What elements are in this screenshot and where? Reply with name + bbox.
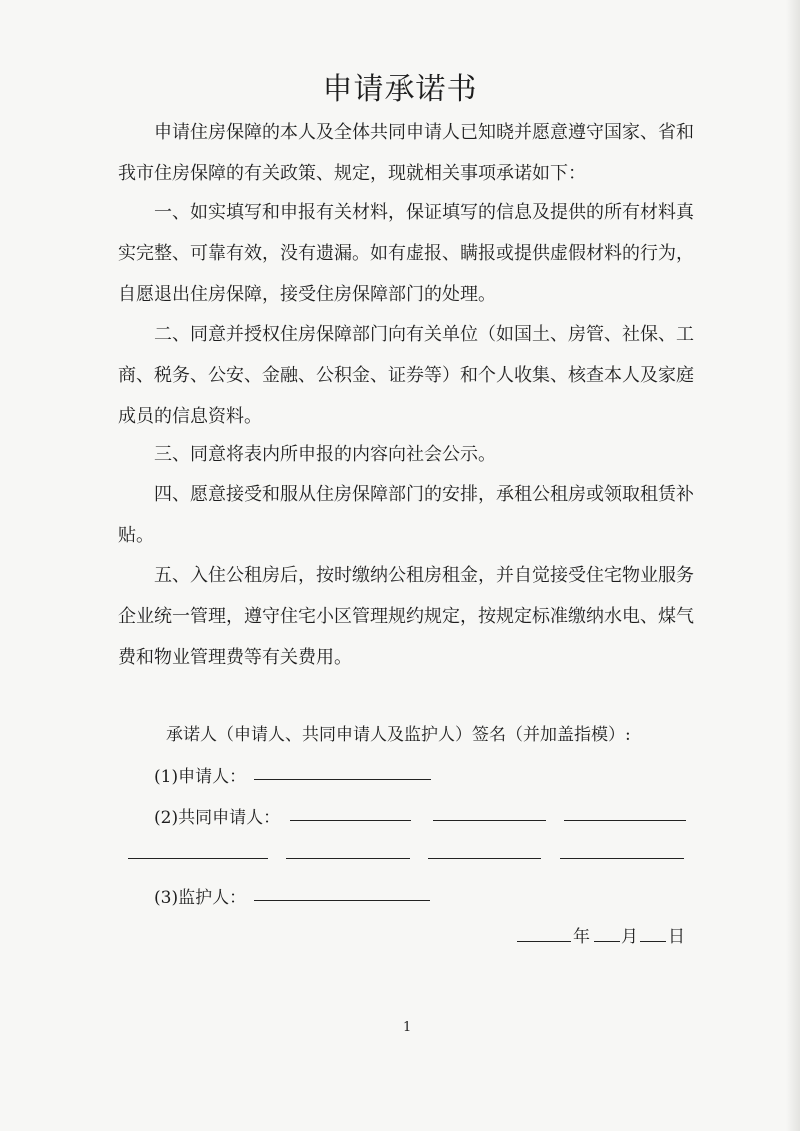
date-month-blank[interactable] bbox=[594, 941, 620, 942]
intro-paragraph: 申请住房保障的本人及全体共同申请人已知晓并愿意遵守国家、省和我市住房保障的有关政策、规定，现就相关事项承诺如下： bbox=[118, 122, 694, 184]
co-applicant-signature-line[interactable] bbox=[428, 858, 541, 859]
applicant-signature-line[interactable] bbox=[254, 779, 431, 780]
applicant-label: (1)申请人： bbox=[154, 767, 247, 787]
date-year-label: 年 bbox=[573, 927, 590, 947]
commitment-5: 五、入住公租房后，按时缴纳公租房租金，并自觉接受住宅物业服务企业统一管理，遵守住宅小区管理规约规定，按规定标准缴纳水电、煤气费和物业管理费等有关费用。 bbox=[118, 565, 694, 668]
co-applicant-signature-line[interactable] bbox=[128, 858, 268, 859]
date-month-label: 月 bbox=[621, 927, 638, 947]
page-edge-shadow bbox=[786, 0, 800, 1131]
commitment-4: 四、愿意接受和服从住房保障部门的安排，承租公租房或领取租赁补贴。 bbox=[118, 484, 694, 546]
guardian-signature-line[interactable] bbox=[254, 900, 430, 901]
signature-intro: 承诺人（申请人、共同申请人及监护人）签名（并加盖指模）: bbox=[166, 725, 631, 745]
co-applicant-label: (2)共同申请人： bbox=[154, 808, 281, 828]
date-year-blank[interactable] bbox=[517, 941, 571, 942]
commitment-3: 三、同意将表内所申报的内容向社会公示。 bbox=[154, 444, 496, 465]
guardian-label: (3)监护人： bbox=[154, 888, 247, 908]
co-applicant-signature-line[interactable] bbox=[290, 820, 411, 821]
page-number: 1 bbox=[403, 1020, 412, 1035]
co-applicant-signature-line[interactable] bbox=[286, 858, 410, 859]
co-applicant-signature-line[interactable] bbox=[564, 820, 686, 821]
co-applicant-signature-line[interactable] bbox=[433, 820, 546, 821]
date-day-blank[interactable] bbox=[640, 941, 666, 942]
date-day-label: 日 bbox=[668, 927, 685, 947]
document-title: 申请承诺书 bbox=[322, 72, 478, 107]
commitment-2: 二、同意并授权住房保障部门向有关单位（如国土、房管、社保、工商、税务、公安、金融、公积金、证券等）和个人收集、核查本人及家庭成员的信息资料。 bbox=[118, 324, 694, 427]
co-applicant-signature-line[interactable] bbox=[560, 858, 684, 859]
commitment-1: 一、如实填写和申报有关材料，保证填写的信息及提供的所有材料真实完整、可靠有效，没有遗漏。如有虚报、瞒报或提供虚假材料的行为，自愿退出住房保障，接受住房保障部门的处理。 bbox=[118, 202, 694, 305]
